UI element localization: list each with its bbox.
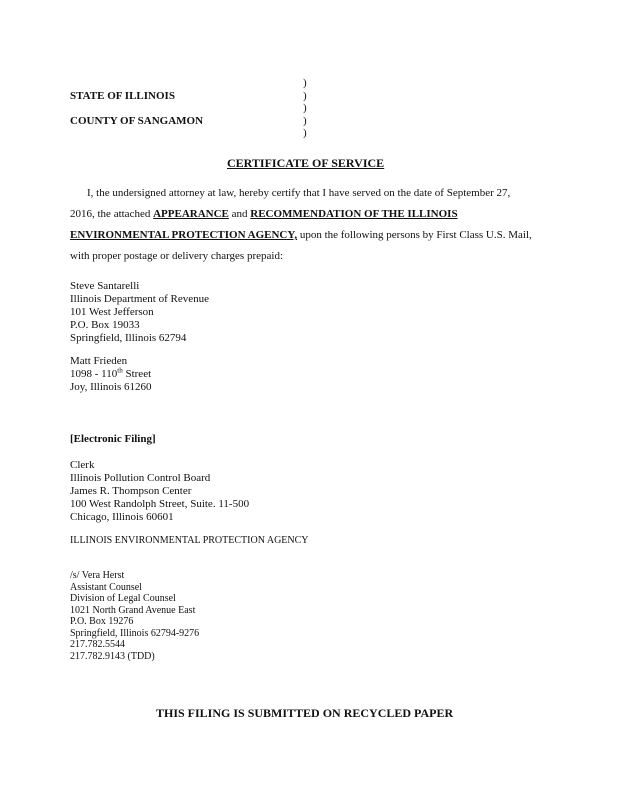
recipient-1-address [70, 280, 209, 345]
signature-tdd: 217.782.9143 (TDD) [70, 650, 155, 662]
recipient-city: Springfield, Illinois 62794 [70, 332, 187, 344]
body-line-3-post: upon the following persons by First Class U.S. Mail, [297, 229, 532, 241]
agency-title: ENVIRONMENTAL PROTECTION AGENCY, [70, 229, 298, 241]
recipient-name: Matt Frieden [70, 355, 128, 367]
recipient-3-address [70, 459, 249, 524]
body-line-2-pre: 2016, the attached [70, 208, 154, 220]
body-line-3 [70, 225, 532, 246]
body-line-4: with proper postage or delivery charges prepaid: [70, 250, 284, 262]
document-title: CERTIFICATE OF SERVICE [227, 156, 385, 170]
electronic-filing-label: [Electronic Filing] [70, 433, 156, 445]
body-line-2 [70, 204, 532, 225]
recipient-building: James R. Thompson Center [70, 485, 192, 497]
signature-street: 1021 North Grand Avenue East [70, 604, 196, 616]
agency-name: ILLINOIS ENVIRONMENTAL PROTECTION AGENCY [70, 535, 309, 546]
signature-division: Division of Legal Counsel [70, 593, 176, 604]
recipient-name: Steve Santarelli [70, 280, 140, 292]
body-paragraph [70, 183, 532, 267]
paren: ) [303, 127, 307, 139]
recycled-paper-notice: THIS FILING IS SUBMITTED ON RECYCLED PAPER [156, 706, 454, 720]
body-line-1: I, the undersigned attorney at law, hereby certify that I have served on the date of September 27, [87, 187, 511, 199]
recipient-name: Clerk [70, 459, 95, 471]
recipient-org: Illinois Department of Revenue [70, 293, 209, 305]
recipient-street: 1098 - 110th Street [70, 366, 152, 380]
signature-box: P.O. Box 19276 [70, 616, 134, 627]
signature-block [70, 570, 199, 662]
signature-title: Assistant Counsel [70, 581, 142, 593]
recipient-street: 101 West Jefferson [70, 306, 154, 318]
signature-phone: 217.782.5544 [70, 639, 125, 650]
recipient-city: Chicago, Illinois 60601 [70, 511, 174, 523]
caption-parens [303, 77, 307, 140]
recommendation-title: RECOMMENDATION OF THE ILLINOIS [250, 208, 458, 220]
body-line-2-and: and [228, 208, 251, 220]
signature-city: Springfield, Illinois 62794-9276 [70, 627, 200, 639]
recipient-box: P.O. Box 19033 [70, 319, 140, 331]
paren: ) [303, 89, 307, 102]
paren: ) [303, 114, 307, 127]
paren: ) [303, 77, 307, 89]
recipient-2-address [70, 355, 152, 394]
recipient-street: 100 West Randolph Street, Suite. 11-500 [70, 498, 250, 510]
signature-name: /s/ Vera Herst [70, 570, 125, 581]
caption-county: COUNTY OF SANGAMON [70, 115, 204, 127]
appearance-title: APPEARANCE [153, 208, 229, 220]
recipient-city: Joy, Illinois 61260 [70, 381, 152, 393]
paren: ) [303, 102, 307, 114]
caption-state: STATE OF ILLINOIS [70, 90, 175, 102]
recipient-org: Illinois Pollution Control Board [70, 472, 211, 484]
